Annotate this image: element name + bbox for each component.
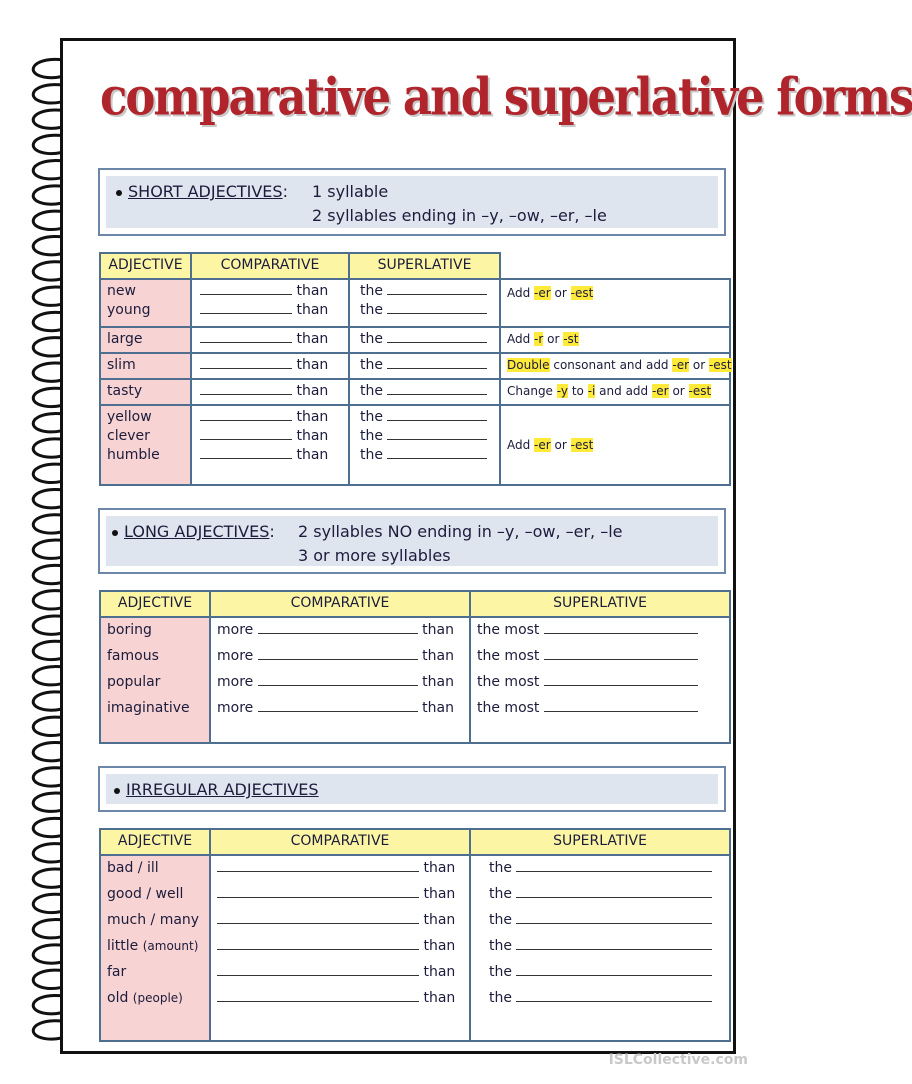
col-header-superlative: SUPERLATIVE [349,253,500,279]
long-adjectives-label: LONG ADJECTIVES [124,522,270,541]
short-rule-line-1: 1 syllable [312,182,389,201]
comparative-blank[interactable]: than than than than than than [210,855,470,1041]
rule-add-r-st: Add -r or -st [500,327,730,353]
superlative-blank[interactable]: the the [349,279,500,327]
col-header-adjective: ADJECTIVE [100,253,191,279]
table-row: slim [100,353,191,379]
short-adjectives-box: SHORT ADJECTIVES: 1 syllable 2 syllables ending in –y, –ow, –er, –le [98,168,726,236]
rule-add-er-est-2: Add -er or -est [500,405,730,485]
table-row: large [100,327,191,353]
superlative-blank[interactable]: the [349,379,500,405]
watermark: ISLCollective.com [608,1052,748,1068]
table-row: boring famous popular imaginative [100,617,210,743]
bullet-dot-icon [114,788,120,794]
long-adjectives-table [99,590,731,744]
superlative-blank[interactable]: the the the [349,405,500,485]
bullet-dot-icon [112,530,118,536]
col-header-superlative: SUPERLATIVE [470,591,730,617]
irregular-adjectives-table [99,828,731,1042]
comparative-blank[interactable]: than than than [191,405,349,485]
long-adjectives-box: LONG ADJECTIVES: 2 syllables NO ending in –y, –ow, –er, –le 3 or more syllables [98,508,726,574]
rule-add-er-est: Add -er or -est [500,279,730,327]
comparative-blank[interactable]: than [191,327,349,353]
short-rule-line-2: 2 syllables ending in –y, –ow, –er, –le [312,206,607,225]
bullet-dot-icon [116,190,122,196]
comparative-blank[interactable]: than [191,353,349,379]
comparative-blank[interactable]: than [191,379,349,405]
short-adjectives-label: SHORT ADJECTIVES [128,182,283,201]
irregular-adjectives-label: IRREGULAR ADJECTIVES [126,780,319,799]
superlative-blank[interactable]: the [349,327,500,353]
table-row: bad / ill good / well much / many little (amount) far old (people) [100,855,210,1041]
col-header-comparative: COMPARATIVE [210,829,470,855]
short-adjectives-table [99,252,731,486]
col-header-adjective: ADJECTIVE [100,829,210,855]
table-row: tasty [100,379,191,405]
comparative-blank[interactable]: than than [191,279,349,327]
superlative-blank[interactable]: the most the most the most the most [470,617,730,743]
col-header-superlative: SUPERLATIVE [470,829,730,855]
col-header-adjective: ADJECTIVE [100,591,210,617]
long-rule-line-1: 2 syllables NO ending in –y, –ow, –er, –le [298,522,623,541]
table-row: yellow clever humble [100,405,191,485]
rule-double-consonant: Double consonant and add -er or -est [500,353,730,379]
comparative-blank[interactable]: more than more than more than more than [210,617,470,743]
long-rule-line-2: 3 or more syllables [298,546,451,565]
rule-change-y-to-i: Change -y to -i and add -er or -est [500,379,730,405]
superlative-blank[interactable]: the [349,353,500,379]
irregular-adjectives-box [98,766,726,812]
page-title: comparative and superlative forms [100,66,912,127]
superlative-blank[interactable]: the the the the the the [470,855,730,1041]
table-row: new young [100,279,191,327]
col-header-comparative: COMPARATIVE [210,591,470,617]
col-header-comparative: COMPARATIVE [191,253,349,279]
